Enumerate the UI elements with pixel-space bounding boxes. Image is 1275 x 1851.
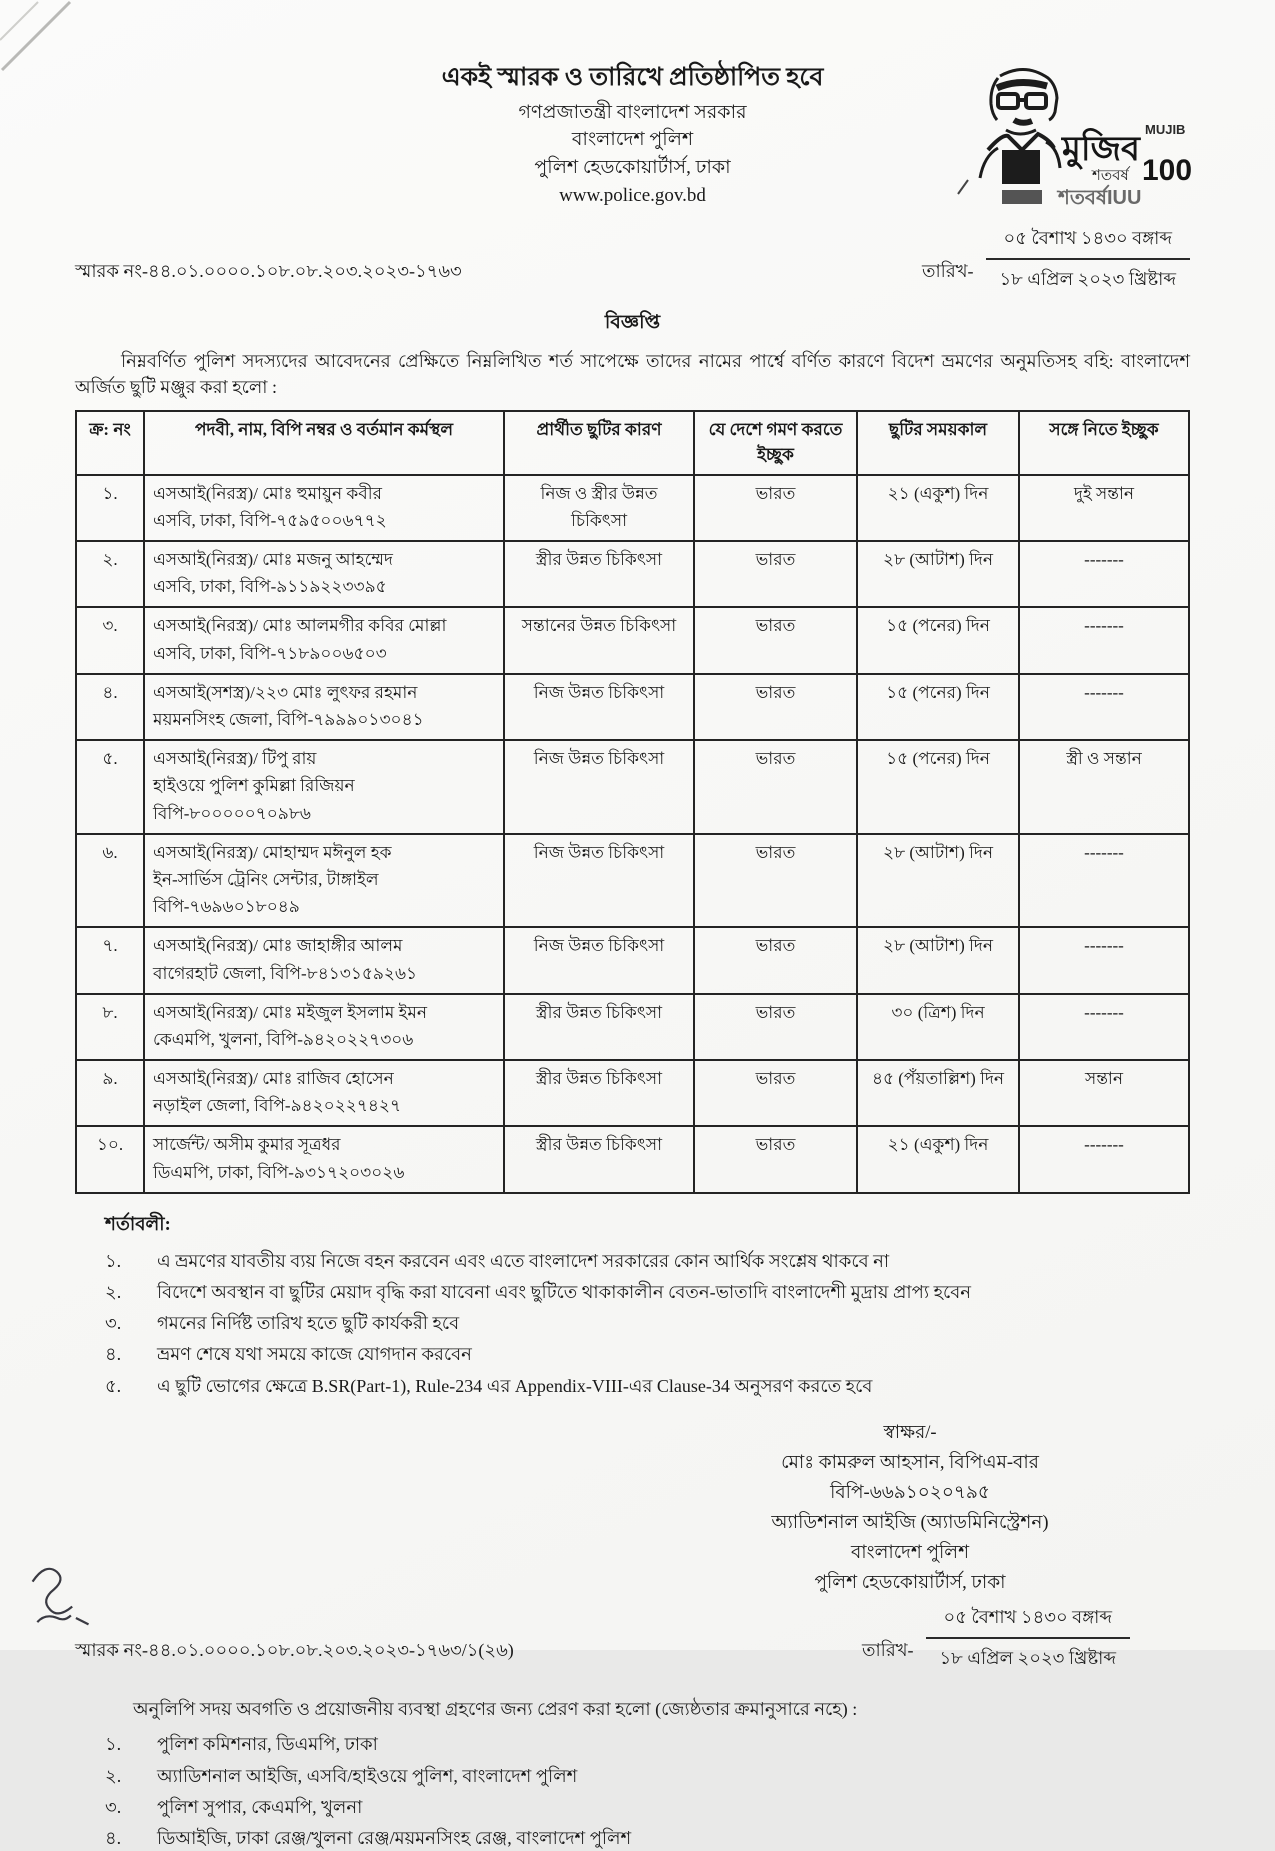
cell-name [144, 927, 504, 993]
date-label-2: তারিখ- [861, 1640, 914, 1661]
cell-serial: ৬. [76, 834, 144, 928]
condition-item-text: এ ছুটি ভোগের ক্ষেত্রে B.SR(Part-1), Rule-234 এর Appendix-VIII-এর Clause-34 অনুসরণ করতে হবে [157, 1375, 873, 1396]
distribution-item-number: ৪. [105, 1828, 122, 1848]
distribution-item-number: ১. [105, 1734, 122, 1755]
cell-companion: ------- [1019, 607, 1189, 673]
scan-stray-mark [958, 180, 968, 194]
cell-reason: স্ত্রীর উন্নত চিকিৎসা [504, 1060, 694, 1126]
table-row [76, 1060, 1189, 1126]
cell-name [144, 607, 504, 673]
distribution-item [105, 1732, 1190, 1757]
cell-name [144, 994, 504, 1060]
condition-item-number: ৩. [105, 1313, 122, 1334]
name-line: বিপি-৭৬৯৬০১৮০৪৯ [153, 897, 300, 917]
cell-name [144, 740, 504, 834]
leave-approval-table [75, 410, 1190, 1193]
col-header-duration: ছুটির সময়কাল [857, 411, 1019, 474]
cell-country: ভারত [694, 927, 857, 993]
table-row [76, 607, 1189, 673]
mujib-portrait-icon [980, 69, 1060, 184]
cell-country: ভারত [694, 475, 857, 541]
name-line: এসআই(নিরস্ত্র)/ মোঃ রাজিব হোসেন [153, 1069, 394, 1089]
logo-ghost-text: শতবর্ষIUU [1058, 187, 1142, 209]
cell-country: ভারত [694, 834, 857, 928]
distribution-item [105, 1764, 1190, 1789]
cell-duration: ২৮ (আটাশ) দিন [857, 834, 1019, 928]
notice-title: বিজ্ঞপ্তি [604, 312, 661, 334]
cell-reason: নিজ ও স্ত্রীর উন্নত চিকিৎসা [504, 475, 694, 541]
cell-name [144, 674, 504, 740]
condition-item-number: ১. [105, 1250, 122, 1271]
condition-item [105, 1311, 1190, 1336]
memo-number-2: স্মারক নং-৪৪.০১.০০০০.১০৮.০৮.২০৩.২০২৩-১৭৬৩/১(২৬) [75, 1640, 514, 1661]
cell-reason: নিজ উন্নত চিকিৎসা [504, 674, 694, 740]
cell-duration: ১৫ (পনের) দিন [857, 607, 1019, 673]
name-line: এসআই(নিরস্ত্র)/ মোঃ আলমগীর কবির মোল্লা [153, 616, 447, 636]
name-line: ইন-সার্ভিস ট্রেনিং সেন্টার, টাঙ্গাইল [153, 869, 379, 889]
cell-companion: দুই সন্তান [1019, 475, 1189, 541]
signatory-bp: বিপি-৬৬৯১০২০৭৯৫ [830, 1483, 990, 1503]
cell-serial: ৩. [76, 607, 144, 673]
cell-companion: ------- [1019, 834, 1189, 928]
condition-item [105, 1280, 1190, 1305]
name-line: ডিএমপি, ঢাকা, বিপি-৯৩১৭২০৩০২৬ [153, 1162, 405, 1182]
date-bangla-2: ০৫ বৈশাখ ১৪৩০ বঙ্গাব্দ [943, 1607, 1112, 1628]
organization-line: বাংলাদেশ পুলিশ [571, 129, 694, 151]
conditions-title: শর্তাবলী: [105, 1214, 171, 1235]
cell-reason: স্ত্রীর উন্নত চিকিৎসা [504, 994, 694, 1060]
table-row [76, 994, 1189, 1060]
table-row [76, 674, 1189, 740]
signatory-designation: অ্যাডিশনাল আইজি (অ্যাডমিনিস্ট্রেশন) [771, 1513, 1049, 1534]
table-header-row [76, 411, 1189, 474]
cell-companion: ------- [1019, 541, 1189, 607]
cell-duration: ৩০ (ত্রিশ) দিন [857, 994, 1019, 1060]
col-header-name: পদবী, নাম, বিপি নম্বর ও বর্তমান কর্মস্থল [144, 411, 504, 474]
logo-bangla-text: মুজিব [1062, 130, 1140, 168]
conditions-list [75, 1249, 1190, 1399]
cell-country: ভারত [694, 1126, 857, 1192]
condition-item-text: বিদেশে অবস্থান বা ছুটির মেয়াদ বৃদ্ধি করা যাবেনা এবং ছুটিতে থাকাকালীন বেতন-ভাতাদি বাংলাদেশী মুদ্রায় প্রাপ্য হবেন [157, 1282, 972, 1303]
name-line: সার্জেন্ট/ অসীম কুমার সূত্রধর [153, 1135, 341, 1155]
cell-companion: সন্তান [1019, 1060, 1189, 1126]
condition-item [105, 1249, 1190, 1274]
cell-reason: নিজ উন্নত চিকিৎসা [504, 740, 694, 834]
cell-serial: ৪. [76, 674, 144, 740]
name-line: এসবি, ঢাকা, বিপি-৭১৮৯০০৬৫০৩ [153, 643, 387, 663]
memo-row-1 [75, 224, 1190, 296]
cell-duration: ২১ (একুশ) দিন [857, 475, 1019, 541]
cell-name [144, 1060, 504, 1126]
signed-label: স্বাক্ষর/- [883, 1422, 937, 1443]
condition-item-number: ৫. [105, 1375, 122, 1396]
name-line: নড়াইল জেলা, বিপি-৯৪২০২২৭৪২৭ [153, 1096, 402, 1116]
name-line: এসআই(নিরস্ত্র)/ মোঃ মইজুল ইসলাম ইমন [153, 1002, 427, 1022]
date-block-2 [862, 1603, 1130, 1675]
cell-serial: ২. [76, 541, 144, 607]
cell-reason: স্ত্রীর উন্নত চিকিৎসা [504, 541, 694, 607]
name-line: বাগেরহাট জেলা, বিপি-৮৪১৩১৫৯২৬১ [153, 963, 418, 983]
cell-country: ভারত [694, 607, 857, 673]
condition-item-number: ৪. [105, 1344, 122, 1365]
condition-item-text: ভ্রমণ শেষে যথা সময়ে কাজে যোগদান করবেন [157, 1344, 472, 1365]
notice-intro: নিম্নবর্ণিত পুলিশ সদস্যদের আবেদনের প্রেক্ষিতে নিম্নলিখিত শর্ত সাপেক্ষে তাদের নামের পার্শ্বে বর্ণিত কারণে বিদেশ ভ্রমণের অনুমতিসহ বহি: বাংলাদেশ অর্জিত ছুটি মঞ্জুর করা হলো : [75, 351, 1190, 398]
table-row [76, 475, 1189, 541]
condition-item-text: গমনের নির্দিষ্ট তারিখ হতে ছুটি কার্যকরী হবে [157, 1313, 460, 1334]
cell-country: ভারত [694, 674, 857, 740]
cell-serial: ৯. [76, 1060, 144, 1126]
table-row [76, 1126, 1189, 1192]
name-line: এসআই(নিরস্ত্র)/ টিপু রায় [153, 749, 317, 769]
col-header-country: যে দেশে গমণ করতে ইচ্ছুক [694, 411, 857, 474]
office-line: পুলিশ হেডকোয়ার্টার্স, ঢাকা [534, 156, 731, 178]
signature-block [690, 1419, 1130, 1598]
col-header-serial: ক্র: নং [76, 411, 144, 474]
name-line: এসআই(নিরস্ত্র)/ মোহাম্মদ মঈনুল হক [153, 842, 392, 862]
memo-row-2 [75, 1603, 1190, 1675]
mujib-100-logo [940, 58, 1205, 208]
name-line: ময়মনসিংহ জেলা, বিপি-৭৯৯৯০১৩০৪১ [153, 710, 424, 730]
table-row [76, 740, 1189, 834]
cell-country: ভারত [694, 541, 857, 607]
name-line: এসবি, ঢাকা, বিপি-৭৫৯৫০০৬৭৭২ [153, 510, 387, 530]
cell-name [144, 475, 504, 541]
date-gregorian-2: ১৮ এপ্রিল ২০২৩ খ্রিষ্টাব্দ [939, 1648, 1117, 1669]
cell-serial: ১০. [76, 1126, 144, 1192]
signatory-organization: বাংলাদেশ পুলিশ [850, 1543, 970, 1564]
cell-duration: ১৫ (পনের) দিন [857, 674, 1019, 740]
cell-companion: ------- [1019, 674, 1189, 740]
name-line: এসআই(নিরস্ত্র)/ মোঃ মজনু আহম্মেদ [153, 550, 393, 570]
logo-ghost-block [1002, 190, 1042, 204]
distribution-item-text: পুলিশ সুপার, কেএমপি, খুলনা [157, 1796, 363, 1817]
date-bangla-1: ০৫ বৈশাখ ১৪৩০ বঙ্গাব্দ [1003, 228, 1172, 249]
name-line: এসআই(সশস্ত্র)/২২৩ মোঃ লুৎফর রহমান [153, 682, 418, 702]
cell-name [144, 541, 504, 607]
distribution-item-text: পুলিশ কমিশনার, ডিএমপি, ঢাকা [157, 1734, 378, 1755]
cell-companion: ------- [1019, 994, 1189, 1060]
cell-serial: ৫. [76, 740, 144, 834]
government-line: গণপ্রজাতন্ত্রী বাংলাদেশ সরকার [518, 101, 747, 123]
cell-duration: ১৫ (পনের) দিন [857, 740, 1019, 834]
logo-number-text: 100 [1142, 154, 1193, 187]
distribution-list [75, 1732, 1190, 1851]
logo-subtitle-text: শতবর্ষ [1092, 167, 1129, 184]
cell-companion: স্ত্রী ও সন্তান [1019, 740, 1189, 834]
condition-item-text: এ ভ্রমণের যাবতীয় ব্যয় নিজে বহন করবেন এবং এতে বাংলাদেশ সরকারের কোন আর্থিক সংশ্লেষ থাকবে না [157, 1250, 890, 1271]
distribution-item-number: ২. [105, 1765, 122, 1786]
cell-reason: স্ত্রীর উন্নত চিকিৎসা [504, 1126, 694, 1192]
leave-table-body [76, 475, 1189, 1193]
name-line: কেএমপি, খুলনা, বিপি-৯৪২০২২৭৩০৬ [153, 1029, 414, 1049]
cell-reason: সন্তানের উন্নত চিকিৎসা [504, 607, 694, 673]
table-row [76, 927, 1189, 993]
cell-reason: নিজ উন্নত চিকিৎসা [504, 927, 694, 993]
col-header-reason: প্রার্থীত ছুটির কারণ [504, 411, 694, 474]
replacement-note: একই স্মারক ও তারিখে প্রতিষ্ঠাপিত হবে [441, 64, 824, 91]
cell-companion: ------- [1019, 927, 1189, 993]
cell-duration: ২৮ (আটাশ) দিন [857, 927, 1019, 993]
handwritten-mark [8, 1546, 98, 1646]
distribution-item-number: ৩. [105, 1796, 122, 1817]
date-block-1 [922, 224, 1190, 296]
cell-reason: নিজ উন্নত চিকিৎসা [504, 834, 694, 928]
website-line: www.police.gov.bd [559, 184, 706, 206]
condition-item [105, 1374, 1190, 1399]
signatory-name: মোঃ কামরুল আহসান, বিপিএম-বার [781, 1452, 1039, 1473]
cell-name [144, 1126, 504, 1192]
cell-country: ভারত [694, 994, 857, 1060]
distribution-item [105, 1826, 1190, 1851]
name-line: হাইওয়ে পুলিশ কুমিল্লা রিজিয়ন [153, 776, 355, 796]
distribution-item-text: ডিআইজি, ঢাকা রেঞ্জ/খুলনা রেঞ্জ/ময়মনসিংহ রেঞ্জ, বাংলাদেশ পুলিশ [157, 1828, 632, 1848]
name-line: এসবি, ঢাকা, বিপি-৯১১৯২২৩৩৯৫ [153, 577, 387, 597]
table-row [76, 541, 1189, 607]
logo-latin-text: MUJIB [1145, 122, 1186, 137]
cell-companion: ------- [1019, 1126, 1189, 1192]
distribution-item [105, 1795, 1190, 1820]
condition-item [105, 1342, 1190, 1367]
cell-serial: ৮. [76, 994, 144, 1060]
memo-number-1: স্মারক নং-৪৪.০১.০০০০.১০৮.০৮.২০৩.২০২৩-১৭৬৩ [75, 261, 462, 282]
date-gregorian-1: ১৮ এপ্রিল ২০২৩ খ্রিষ্টাব্দ [999, 269, 1177, 290]
name-line: বিপি-৮০০০০০৭০৯৮৬ [153, 803, 311, 823]
cell-duration: ৪৫ (পঁয়তাল্লিশ) দিন [857, 1060, 1019, 1126]
distribution-intro: অনুলিপি সদয় অবগতি ও প্রয়োজনীয় ব্যবস্থা গ্রহণের জন্য প্রেরণ করা হলো (জ্যেষ্ঠতার ক্রমানুসারে নহে) : [133, 1699, 858, 1720]
signatory-office: পুলিশ হেডকোয়ার্টার্স, ঢাকা [814, 1573, 1006, 1594]
table-row [76, 834, 1189, 928]
condition-item-number: ২. [105, 1282, 122, 1303]
date-label-1: তারিখ- [921, 261, 974, 282]
col-header-companion: সঙ্গে নিতে ইচ্ছুক [1019, 411, 1189, 474]
cell-country: ভারত [694, 740, 857, 834]
cell-name [144, 834, 504, 928]
cell-serial: ১. [76, 475, 144, 541]
distribution-item-text: অ্যাডিশনাল আইজি, এসবি/হাইওয়ে পুলিশ, বাংলাদেশ পুলিশ [157, 1765, 578, 1786]
cell-duration: ২৮ (আটাশ) দিন [857, 541, 1019, 607]
cell-serial: ৭. [76, 927, 144, 993]
cell-duration: ২১ (একুশ) দিন [857, 1126, 1019, 1192]
cell-country: ভারত [694, 1060, 857, 1126]
name-line: এসআই(নিরস্ত্র)/ মোঃ জাহাঙ্গীর আলম [153, 936, 403, 956]
name-line: এসআই(নিরস্ত্র)/ মোঃ হুমায়ুন কবীর [153, 483, 382, 503]
